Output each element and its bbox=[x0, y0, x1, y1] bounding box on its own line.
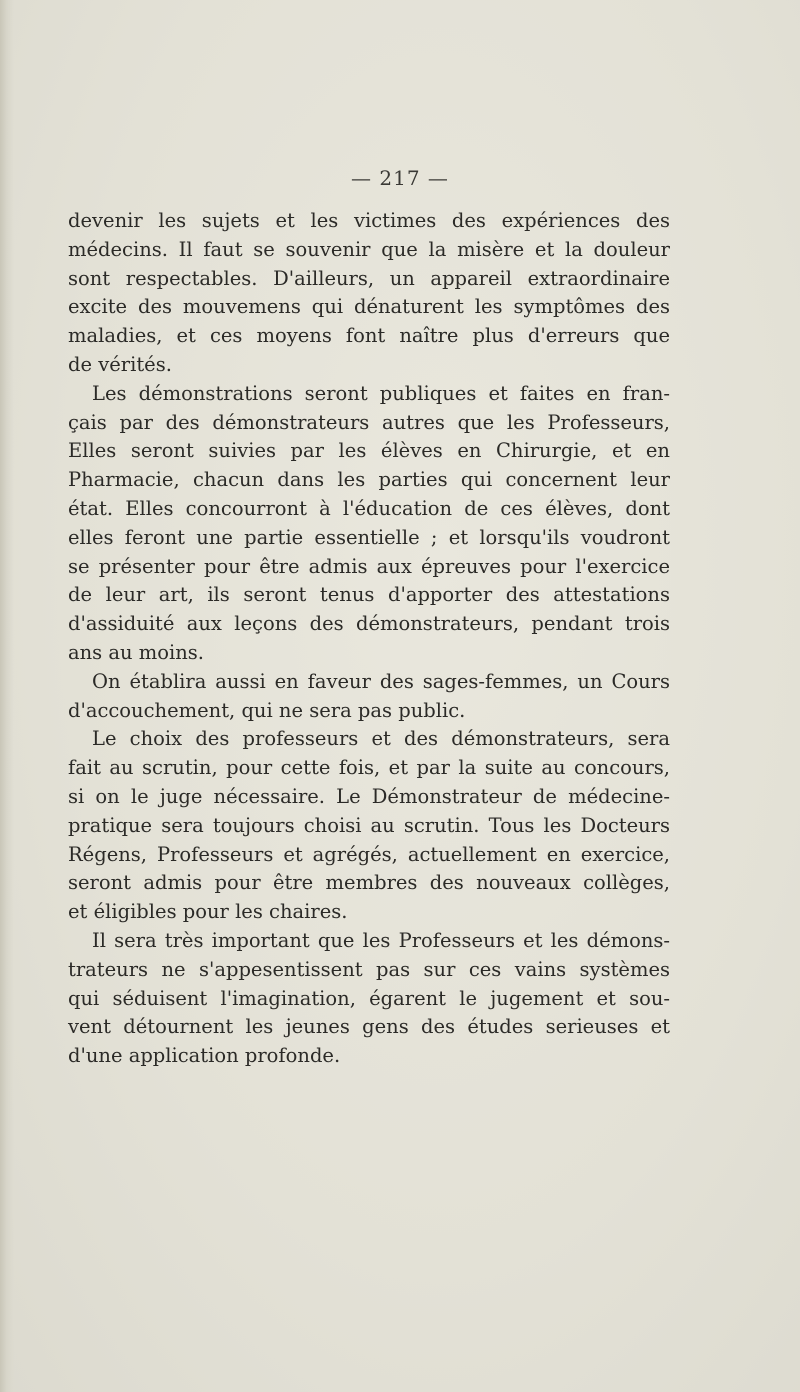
text-line: maladies, et ces moyens font naître plus d'erreurs que bbox=[68, 324, 670, 348]
paragraph bbox=[68, 380, 670, 668]
text-line: si on le juge nécessaire. Le Démonstrateur de médecine- bbox=[68, 784, 670, 808]
text-line: seront admis pour être membres des nouveaux collèges, bbox=[68, 871, 670, 895]
text-line: d'accouchement, qui ne sera pas public. bbox=[68, 698, 466, 722]
text-line: Les démonstrations seront publiques et faites en fran- bbox=[92, 381, 670, 405]
text-line: Pharmacie, chacun dans les parties qui concernent leur bbox=[68, 468, 670, 492]
text-line: Elles seront suivies par les élèves en Chirurgie, et en bbox=[68, 439, 670, 463]
text-line: de vérités. bbox=[68, 352, 172, 376]
paragraph bbox=[68, 927, 670, 1071]
binding-edge bbox=[0, 0, 14, 1392]
text-line: se présenter pour être admis aux épreuves pour l'exercice bbox=[68, 554, 670, 578]
text-line: sont respectables. D'ailleurs, un appareil extraordinaire bbox=[68, 266, 670, 290]
text-line: d'une application profonde. bbox=[68, 1044, 341, 1068]
text-line: de leur art, ils seront tenus d'apporter des attestations bbox=[68, 583, 670, 607]
text-line: et éligibles pour les chaires. bbox=[68, 900, 348, 924]
text-line: elles feront une partie essentielle ; et lorsqu'ils voudront bbox=[68, 525, 670, 549]
text-line: état. Elles concourront à l'éducation de ces élèves, dont bbox=[68, 496, 670, 520]
text-line: Régens, Professeurs et agrégés, actuellement en exercice, bbox=[68, 842, 670, 866]
paragraph bbox=[68, 668, 670, 726]
text-line: qui séduisent l'imagination, égarent le jugement et sou- bbox=[68, 986, 670, 1010]
text-line: Le choix des professeurs et des démonstrateurs, sera bbox=[92, 727, 670, 751]
text-line: médecins. Il faut se souvenir que la misère et la douleur bbox=[68, 237, 670, 261]
text-line: pratique sera toujours choisi au scrutin. Tous les Docteurs bbox=[68, 813, 670, 837]
page-number: — 217 — bbox=[351, 166, 449, 190]
text-line: excite des mouvemens qui dénaturent les symptômes des bbox=[68, 295, 670, 319]
paragraph bbox=[68, 725, 670, 927]
body-text bbox=[68, 207, 670, 1071]
text-line: devenir les sujets et les victimes des expériences des bbox=[68, 209, 670, 232]
text-line: On établira aussi en faveur des sages-femmes, un Cours bbox=[92, 669, 670, 693]
text-line: çais par des démonstrateurs autres que les Professeurs, bbox=[68, 410, 670, 434]
text-line: ans au moins. bbox=[68, 640, 205, 664]
paragraph bbox=[68, 207, 670, 380]
text-line: d'assiduité aux leçons des démonstrateurs, pendant trois bbox=[68, 612, 670, 636]
text-line: vent détournent les jeunes gens des études serieuses et bbox=[68, 1015, 670, 1039]
text-line: Il sera très important que les Professeurs et les démons- bbox=[92, 928, 670, 952]
text-line: fait au scrutin, pour cette fois, et par la suite au concours, bbox=[68, 756, 670, 780]
text-line: trateurs ne s'appesentissent pas sur ces vains systèmes bbox=[68, 957, 670, 981]
